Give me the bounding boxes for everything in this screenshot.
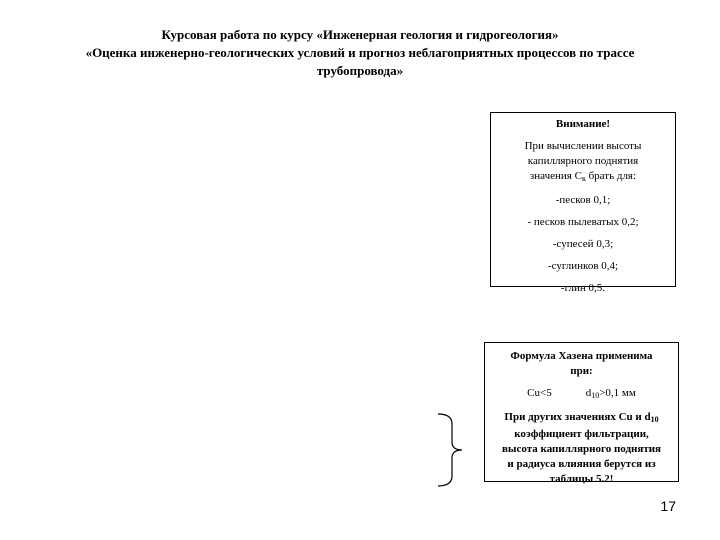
attention-box [490, 112, 676, 294]
attention-item-loam: -суглинков 0,4; [547, 260, 619, 272]
attention-item-sandy-loam: -супесей 0,3; [552, 238, 614, 250]
attention-intro-2: капиллярного поднятия [527, 155, 639, 167]
hazen-box [484, 342, 679, 485]
hazen-heading-1: Формула Хазена применима [510, 350, 653, 362]
hazen-condition-cu: Cu<5 [527, 387, 552, 399]
attention-intro-3 [491, 169, 675, 186]
hazen-note-3: высота капиллярного поднятия [501, 443, 662, 455]
curly-brace-icon [436, 412, 466, 488]
hazen-note-1-prefix: При других значениях Cu и d [504, 411, 651, 423]
attention-heading: Внимание! [555, 118, 611, 130]
attention-intro-3-suffix: брать для: [585, 170, 637, 182]
hazen-note-5: таблицы 5.2! [549, 473, 614, 485]
hazen-condition-d10 [586, 386, 636, 403]
page-title [40, 26, 680, 80]
title-line-3: трубопровода» [316, 63, 404, 78]
attention-intro-1: При вычислении высоты [524, 140, 642, 152]
hazen-note-2: коэффициент фильтрации, [514, 428, 649, 440]
hazen-note-1-sub: 10 [650, 415, 659, 424]
hazen-condition-d10-prefix: d [585, 387, 592, 399]
hazen-note-1 [485, 410, 678, 427]
hazen-condition-d10-sub: 10 [591, 391, 600, 400]
attention-item-clay: -глин 0,5. [560, 282, 606, 294]
hazen-note-4: и радиуса влияния берутся из [507, 458, 656, 470]
attention-item-silty-sand: - песков пылеватых 0,2; [527, 216, 639, 228]
attention-intro-3-sub: к [581, 174, 586, 183]
title-line-1: Курсовая работа по курсу «Инженерная геология и гидрогеология» [161, 27, 559, 42]
hazen-condition-d10-suffix: >0,1 мм [599, 387, 636, 399]
hazen-conditions [485, 386, 678, 403]
hazen-heading-2: при: [570, 365, 593, 377]
attention-intro-3-prefix: значения С [529, 170, 582, 182]
attention-item-sand: -песков 0,1; [555, 194, 611, 206]
title-line-2: «Оценка инженерно-геологических условий и прогноз неблагоприятных процессов по трассе [85, 45, 635, 60]
page-number: 17 [660, 498, 676, 514]
